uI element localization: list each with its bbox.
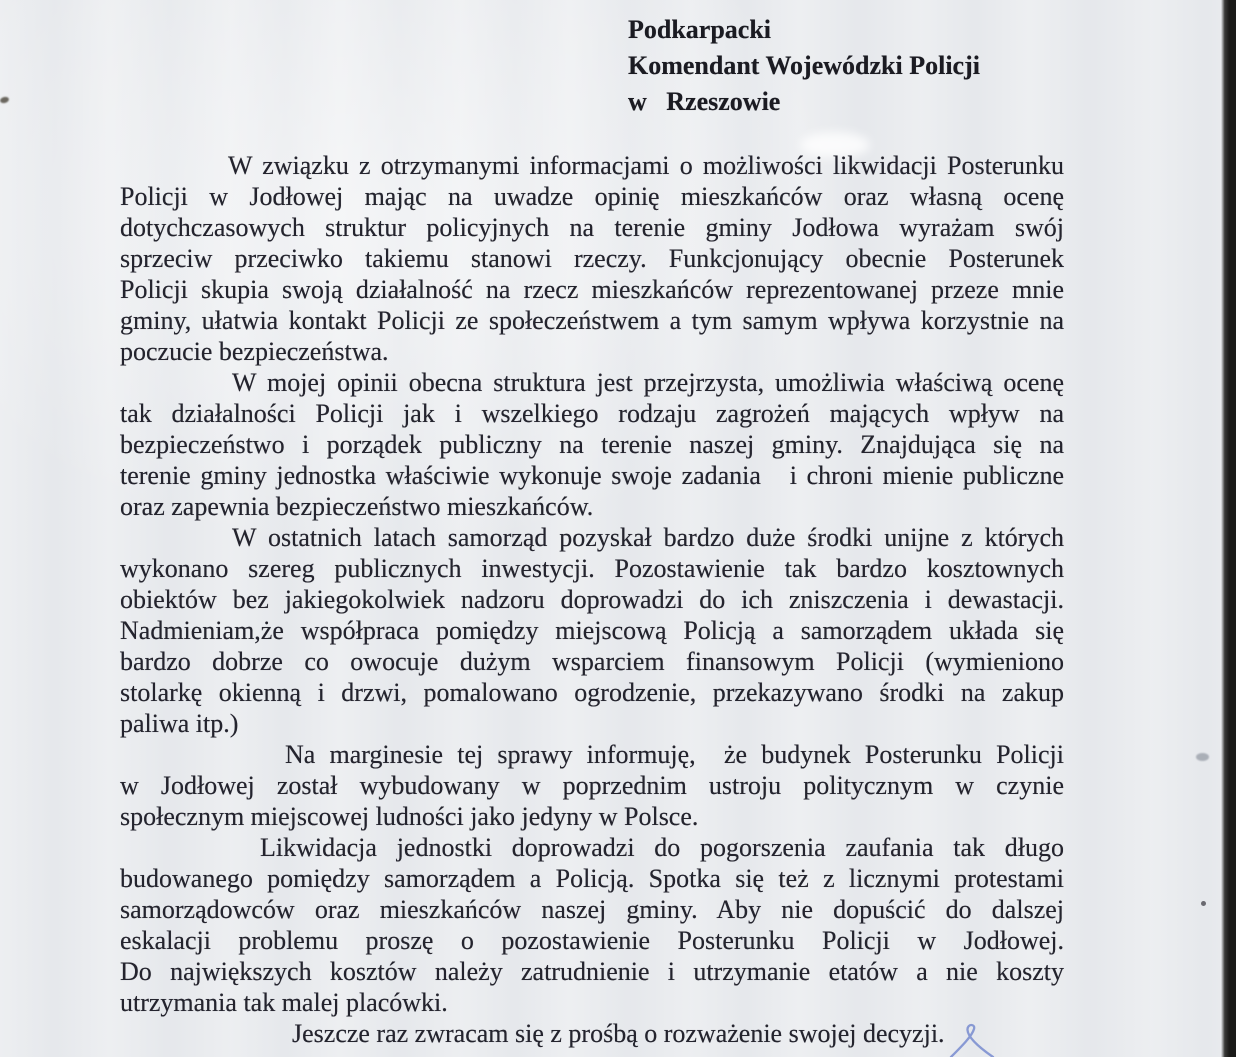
text-line: Jeszcze raz zwracam się z prośbą o rozważenie swojej decyzji. bbox=[292, 1019, 945, 1048]
text-line: w Jodłowej został wybudowany w poprzednim ustroju politycznym w czynie bbox=[120, 771, 1064, 800]
text-line: W związku z otrzymanymi informacjami o możliwości likwidacji Posterunku bbox=[228, 151, 1064, 180]
recipient-line-3: w Rzeszowie bbox=[628, 87, 781, 116]
text-line: eskalacji problemu proszę o pozostawienie Posterunku Policji w Jodłowej. bbox=[120, 926, 1064, 955]
paper-speck bbox=[0, 96, 10, 104]
text-line: utrzymania tak malej placówki. bbox=[120, 988, 448, 1017]
text-line: Nadmieniam,że współpraca pomiędzy miejscową Policją a samorządem układa się bbox=[120, 616, 1064, 645]
text-line: oraz zapewnia bezpieczeństwo mieszkańców. bbox=[120, 492, 594, 521]
text-line: budowanego pomiędzy samorządem a Policją. Spotka się też z licznymi protestami bbox=[120, 864, 1064, 893]
paragraph bbox=[120, 832, 1064, 1018]
text-line: Policji w Jodłowej mając na uwadze opinię mieszkańców oraz własną ocenę bbox=[120, 182, 1064, 211]
paper-speck bbox=[1201, 901, 1206, 906]
recipient-line-1: Podkarpacki bbox=[628, 15, 772, 44]
paper-speck bbox=[1196, 753, 1209, 761]
text-line: tak działalności Policji jak i wszelkiego rodzaju zagrożeń mających wpływ na bbox=[120, 399, 1064, 428]
text-line: paliwa itp.) bbox=[120, 709, 239, 738]
scanner-edge-band bbox=[1221, 0, 1236, 1057]
text-line: W mojej opinii obecna struktura jest przejrzysta, umożliwia właściwą ocenę bbox=[232, 368, 1064, 397]
text-line: obiektów bez jakiegokolwiek nadzoru doprowadzi do ich zniszczenia i dewastacji. bbox=[120, 585, 1064, 614]
paragraph bbox=[120, 739, 1064, 832]
text-line: bezpieczeństwo i porządek publiczny na terenie naszej gminy. Znajdująca się na bbox=[120, 430, 1064, 459]
recipient-line-2: Komendant Wojewódzki Policji bbox=[628, 51, 980, 80]
text-line: terenie gminy jednostka właściwie wykonuje swoje zadania i chroni mienie publiczne bbox=[120, 461, 1064, 490]
paragraph bbox=[120, 150, 1064, 367]
text-line: Likwidacja jednostki doprowadzi do pogorszenia zaufania tak długo bbox=[260, 833, 1064, 862]
text-line: stolarkę okienną i drzwi, pomalowano ogrodzenie, przekazywano środki na zakup bbox=[120, 678, 1064, 707]
text-line: wykonano szereg publicznych inwestycji. Pozostawienie tak bardzo kosztownych bbox=[120, 554, 1064, 583]
text-line: społecznym miejscowej ludności jako jedyny w Polsce. bbox=[120, 802, 699, 831]
text-line: sprzeciw przeciwko takiemu stanowi rzeczy. Funkcjonujący obecnie Posterunek bbox=[120, 244, 1064, 273]
text-line: gminy, ułatwia kontakt Policji ze społeczeństwem a tym samym wpływa korzystnie na bbox=[120, 306, 1064, 335]
text-line: bardzo dobrze co owocuje dużym wsparciem finansowym Policji (wymieniono bbox=[120, 647, 1064, 676]
text-line: dotychczasowych struktur policyjnych na terenie gminy Jodłowa wyrażam swój bbox=[120, 213, 1064, 242]
recipient-block bbox=[628, 12, 980, 120]
paragraph bbox=[120, 367, 1064, 522]
text-line: Policji skupia swoją działalność na rzecz mieszkańców reprezentowanej przeze mnie bbox=[120, 275, 1064, 304]
paragraph bbox=[120, 1018, 1064, 1049]
text-line: poczucie bezpieczeństwa. bbox=[120, 337, 389, 366]
text-line: Na marginesie tej sprawy informuję, że budynek Posterunku Policji bbox=[285, 740, 1064, 769]
paragraph bbox=[120, 522, 1064, 739]
text-line: Do największych kosztów należy zatrudnienie i utrzymanie etatów a nie koszty bbox=[120, 957, 1064, 986]
text-line: W ostatnich latach samorząd pozyskał bardzo duże środki unijne z których bbox=[232, 523, 1064, 552]
letter-body bbox=[120, 150, 1064, 1049]
text-line: samorządowców oraz mieszkańców naszej gminy. Aby nie dopuścić do dalszej bbox=[120, 895, 1064, 924]
